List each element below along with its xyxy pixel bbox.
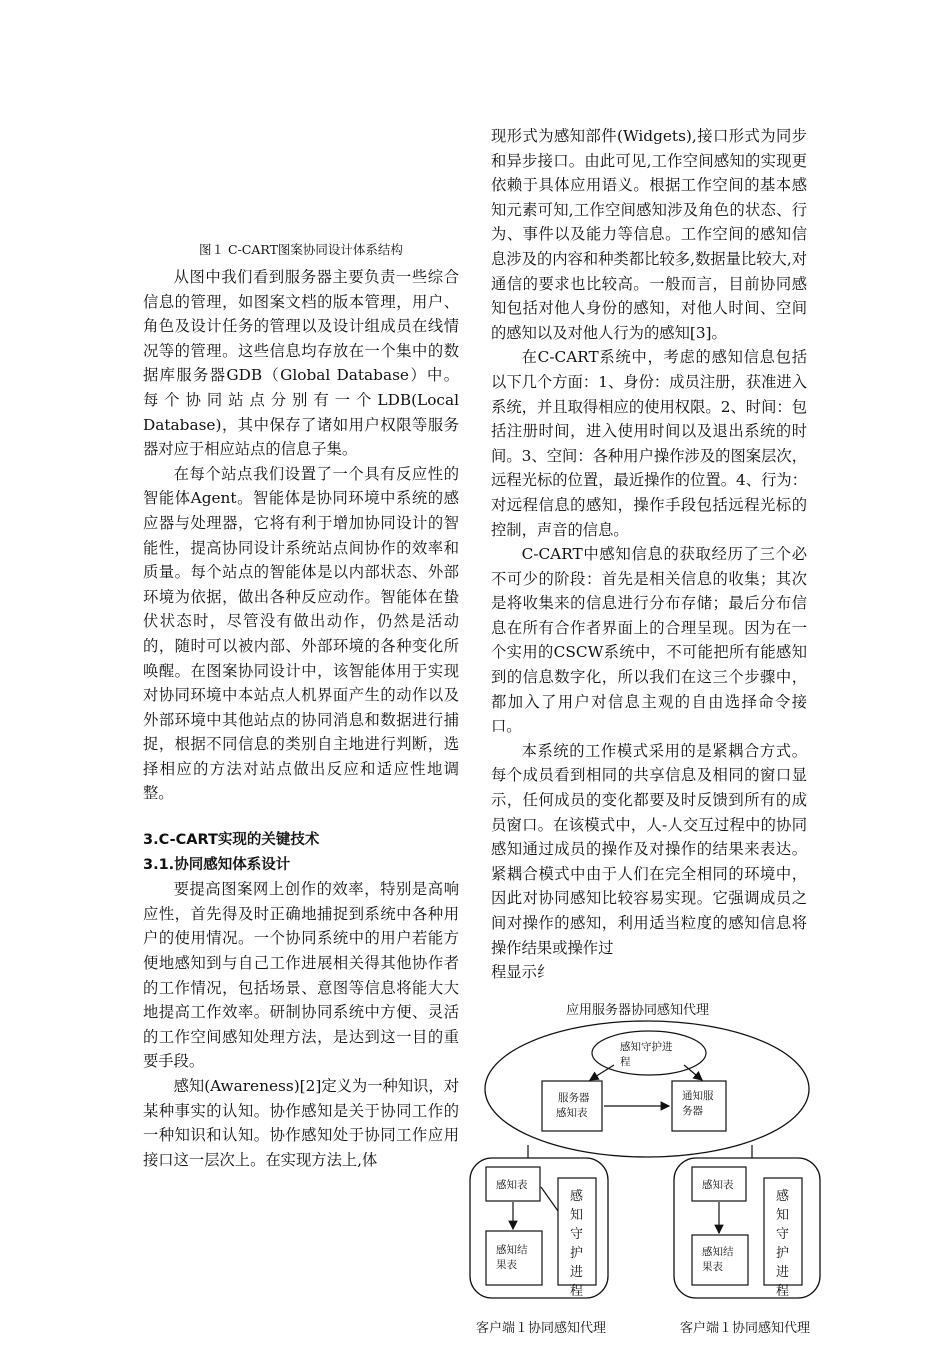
server-table-label-line1: 服务器 — [558, 1092, 590, 1104]
server-table-label-line2: 感知表 — [556, 1107, 588, 1119]
paragraph-fragment: 程显示纟 — [491, 963, 553, 982]
paragraph: 在C-CART系统中，考虑的感知信息包括以下几个方面：1、身份：成员注册，获准进入系统，并且取得相应的使用权限。2、时间：包括注册时间，进入使用时间以及退出系统的时间。3、空间：各种用户操作涉及的图案层次，远程光标的位置，最近操作的位置。4、行为：对远程信息的感知，操作手段包括远程光标的控制，声音的信息。 — [491, 348, 807, 539]
paragraph: 在每个站点我们设置了一个具有反应性的智能体Agent。智能体是协同环境中系统的感应器与处理器，它将有利于增加协同设计的智能性，提高协同设计系统站点间协作的效率和质量。每个站点的智能体是以内部状态、外部环境为依据，做出各种反应动作。智能体在蛰伏状态时，尽管没有做出动作，仍然是活动的，随时可以被内部、外部环境的各种变化所唤醒。在图案协同设计中，该智能体用于实现对协同环境中本站点人机界面产生的动作以及外部环境中其他站点的协同消息和数据进行捕捉，根据不同信息的类别自主地进行判断，选择相应的方法对站点做出反应和适应性地调整。 — [143, 464, 459, 803]
paragraph: C-CART中感知信息的获取经历了三个必不可少的阶段：首先是相关信息的收集；其次是将收集来的信息进行分布存储；最后分布信息在所有合作者界面上的合理呈现。因为在一个实用的CSCW系统中，不可能把所有能感知到的信息数字化，所以我们在这三个步骤中，都加入了用户对信息主观的自由选择命令接口。 — [491, 545, 807, 736]
client2-daemon-char: 护 — [776, 1246, 790, 1261]
paragraph: 要提高图案网上创作的效率，特别是高响应性，首先得及时正确地捕捉到系统中各种用户的使用情况。一个协同系统中的用户若能方便地感知到与自己工作进展相关得其他协作者的工作情况，包括场景、意图等信息将能大大地提高工作效率。研制协同系统中方便、灵活的工作空间感知处理方法，是达到这一目的重要手段。 — [143, 880, 459, 1071]
link-client1-daemon — [541, 1187, 558, 1211]
subsection-heading: 3.1.协同感知体系设计 — [143, 856, 291, 873]
client2-daemon-char: 进 — [776, 1265, 790, 1280]
client1-table-label: 感知表 — [496, 1179, 528, 1191]
client2-result-box — [692, 1235, 748, 1285]
client2-caption: 客户端１协同感知代理 — [680, 1321, 811, 1336]
client2-daemon-char: 感 — [776, 1189, 790, 1204]
client1-daemon-char: 知 — [570, 1208, 584, 1223]
paragraph: 现形式为感知部件(Widgets),接口形式为同步和异步接口。由此可见,工作空间感知的实现更依赖于具体应用语义。根据工作空间的基本感知元素可知,工作空间感知涉及角色的状态、行为、事件以及能力等信息。工作空间的感知信息涉及的内容和种类都比较多,数据量比较大,对通信的要求也比较高。一般而言，目前协同感知包括对他人身份的感知，对他人时间、空间的感知以及对他人行为的感知[3]。 — [491, 127, 807, 342]
client1-result-label-line2: 果表 — [496, 1259, 517, 1271]
paragraph: 从图中我们看到服务器主要负责一些综合信息的管理，如图案文档的版本管理，用户、角色及设计任务的管理以及设计组成员在线情况等的管理。这些信息均存放在一个集中的数据库服务器GDB（Global Database）中。每个协同站点分别有一个LDB(Local Database)，其中保存了诸如用户权限等服务器对应于相应站点的信息子集。 — [143, 268, 459, 459]
daemon-label-line2: 程 — [620, 1056, 631, 1068]
daemon-label-line1: 感知守护进 — [620, 1041, 673, 1053]
notify-server-label-line2: 务器 — [682, 1105, 703, 1117]
client1-daemon-char: 程 — [570, 1284, 584, 1299]
paragraph: 本系统的工作模式采用的是紧耦合方式。每个成员看到相同的共享信息及相同的窗口显示，任何成员的变化都要及时反馈到所有的成员窗口。在该模式中，人-人交互过程中的协同感知通过成员的操作及对操作的结果来表达。紧耦合模式中由于人们在完全相同的环境中，因此对协同感知比较容易实现。它强调成员之间对操作的感知，利用适当粒度的感知信息将操作结果或操作过 — [491, 741, 807, 957]
client1-daemon-char: 护 — [570, 1246, 584, 1261]
client1-daemon-char: 守 — [570, 1227, 584, 1242]
section-heading: 3.C-CART实现的关键技术 — [143, 832, 320, 849]
client1-daemon-char: 进 — [570, 1265, 584, 1280]
notify-server-label-line1: 通知服 — [682, 1090, 714, 1102]
client1-caption: 客户端１协同感知代理 — [476, 1321, 607, 1336]
client1-result-label-line1: 感知结 — [496, 1244, 528, 1256]
client2-result-label-line1: 感知结 — [702, 1246, 734, 1258]
paragraph: 感知(Awareness)[2]定义为一种知识，对某种事实的认知。协作感知是关于协同工作的一种知识和认知。协作感知处于协同工作应用接口这一层次上。在实现方法上,体 — [143, 1077, 460, 1169]
client2-daemon-char: 知 — [776, 1208, 790, 1223]
client2-daemon-char: 守 — [776, 1227, 790, 1242]
awareness-architecture-diagram — [462, 995, 842, 1344]
right-column — [491, 124, 807, 985]
left-column — [143, 265, 459, 1172]
client2-table-label: 感知表 — [702, 1179, 734, 1191]
client1-result-box — [486, 1231, 542, 1285]
figure1-caption: 图１ C-CART图案协同设计体系结构 — [199, 242, 403, 257]
client2-result-label-line2: 果表 — [702, 1261, 723, 1273]
server-table-box — [542, 1081, 602, 1131]
arrow-daemon-to-server-table — [590, 1065, 614, 1080]
server-agent-title: 应用服务器协同感知代理 — [566, 1003, 710, 1018]
client2-daemon-char: 程 — [776, 1284, 790, 1299]
client1-daemon-char: 感 — [570, 1189, 584, 1204]
